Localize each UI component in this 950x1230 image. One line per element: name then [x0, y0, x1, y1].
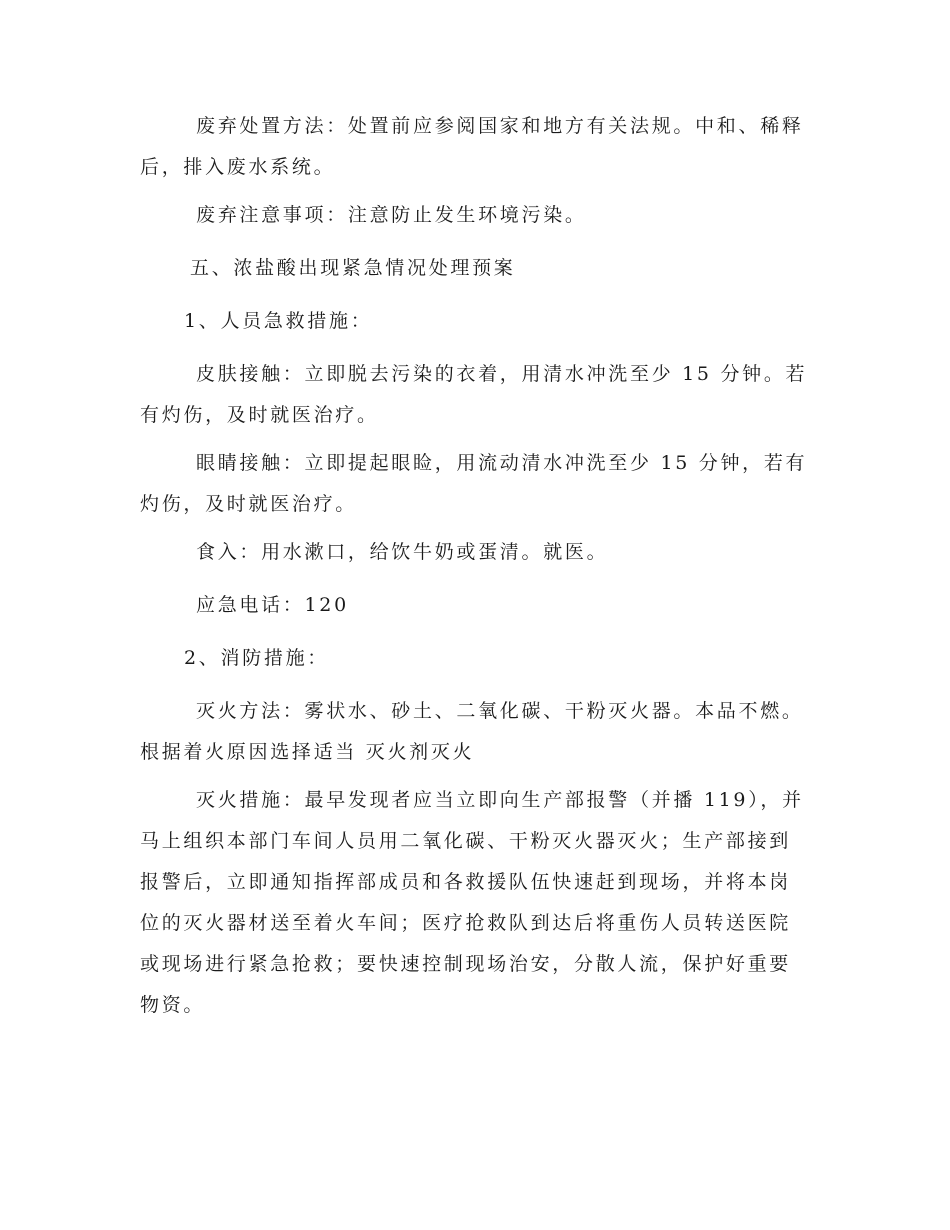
subsection-heading-first-aid	[140, 301, 810, 342]
text-line: 废弃注意事项：注意防止发生环境污染。	[196, 204, 587, 226]
text-line: 位的灭火器材送至着火车间；医疗抢救队到达后将重伤人员转送医院	[140, 912, 792, 934]
text-line: 后，排入废水系统。	[140, 156, 336, 178]
text-line: 根据着火原因选择适当 灭火剂灭火	[140, 741, 475, 763]
text-line: 灼伤，及时就医治疗。	[140, 493, 358, 515]
text-line: 灭火方法：雾状水、砂土、二氧化碳、干粉灭火器。本品不燃。	[196, 700, 804, 722]
paragraph-disposal-method	[140, 106, 810, 188]
text-line: 食入：用水漱口，给饮牛奶或蛋清。就医。	[196, 541, 609, 563]
paragraph-disposal-notes	[140, 195, 810, 236]
text-line: 报警后，立即通知指挥部成员和各救援队伍快速赶到现场，并将本岗	[140, 871, 792, 893]
text-line: 有灼伤，及时就医治疗。	[140, 404, 379, 426]
text-line: 马上组织本部门车间人员用二氧化碳、干粉灭火器灭火；生产部接到	[140, 830, 792, 852]
paragraph-skin-contact	[140, 354, 810, 436]
text-line: 2、消防措施：	[184, 647, 329, 669]
text-line: 应急电话：120	[196, 594, 349, 616]
paragraph-emergency-phone	[140, 585, 810, 626]
text-line: 五、浓盐酸出现紧急情况处理预案	[190, 257, 516, 279]
text-line: 1、人员急救措施：	[184, 310, 373, 332]
paragraph-extinguishing-method	[140, 691, 810, 773]
subsection-heading-fire-fighting	[140, 638, 810, 679]
section-heading	[140, 248, 810, 289]
paragraph-eye-contact	[140, 443, 810, 525]
text-line: 眼睛接触：立即提起眼睑，用流动清水冲洗至少 15 分钟，若有	[196, 452, 808, 474]
text-line: 或现场进行紧急抢救；要快速控制现场治安，分散人流，保护好重要	[140, 953, 792, 975]
paragraph-ingestion	[140, 532, 810, 573]
text-line: 皮肤接触：立即脱去污染的衣着，用清水冲洗至少 15 分钟。若	[196, 363, 808, 385]
paragraph-extinguishing-measures	[140, 780, 810, 1026]
text-line: 灭火措施：最早发现者应当立即向生产部报警（并播 119），并	[196, 789, 804, 811]
text-line: 物资。	[140, 994, 206, 1016]
text-line: 废弃处置方法：处置前应参阅国家和地方有关法规。中和、稀释	[196, 115, 804, 137]
